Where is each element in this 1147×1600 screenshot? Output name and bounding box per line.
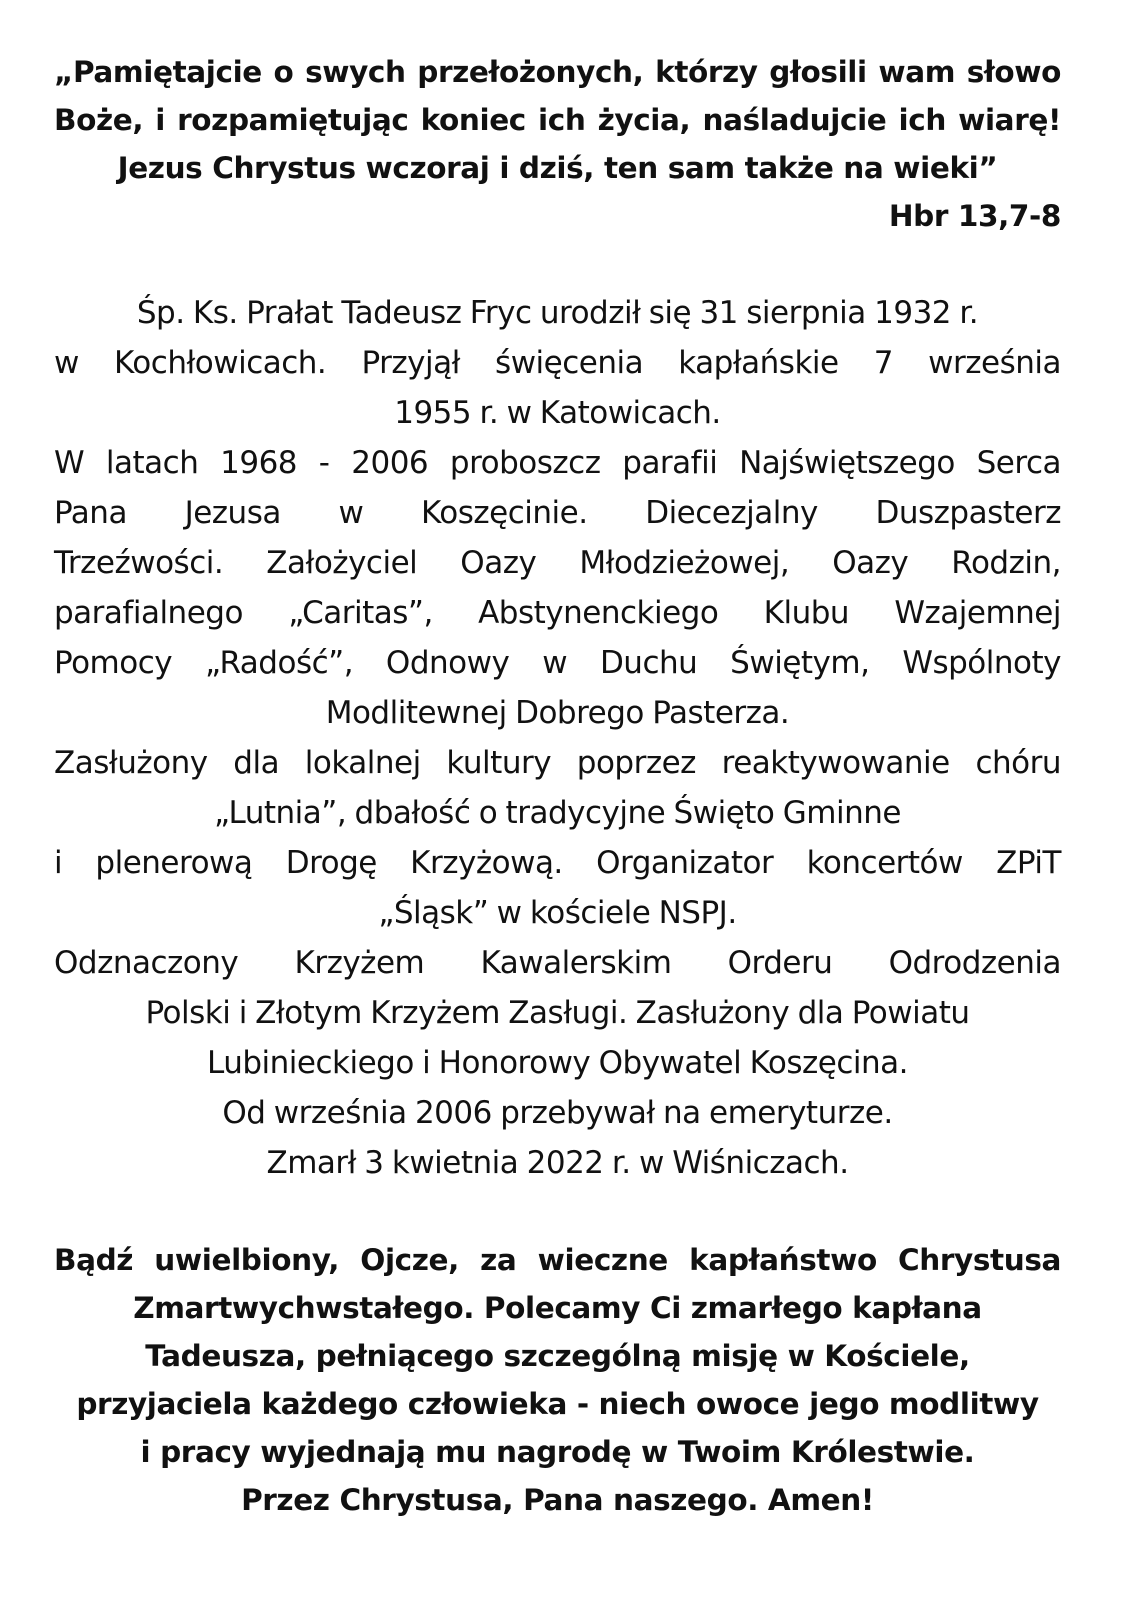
obituary-card	[54, 48, 1061, 1524]
prayer-line: Przez Chrystusa, Pana naszego. Amen!	[241, 1483, 874, 1517]
biography-line: i plenerową Drogę Krzyżową. Organizator koncertów ZPiT	[54, 845, 1061, 881]
biography-line: Zmarł 3 kwietnia 2022 r. w Wiśniczach.	[266, 1145, 849, 1181]
biography-line: w Kochłowicach. Przyjął święcenia kapłańskie 7 września	[54, 345, 1061, 381]
biography-line: Pomocy „Radość”, Odnowy w Duchu Świętym, Wspólnoty	[54, 645, 1061, 681]
prayer-line: i pracy wyjednają mu nagrodę w Twoim Królestwie.	[140, 1435, 975, 1469]
prayer-line: Zmartwychwstałego. Polecamy Ci zmarłego kapłana	[133, 1291, 982, 1325]
prayer-line: Tadeusza, pełniącego szczególną misję w Kościele,	[145, 1339, 970, 1373]
biography-line: Zasłużony dla lokalnej kultury poprzez reaktywowanie chóru	[54, 745, 1061, 781]
scripture-quote	[54, 48, 1061, 240]
biography-line: 1955 r. w Katowicach.	[394, 395, 721, 431]
biography-line: Odznaczony Krzyżem Kawalerskim Orderu Odrodzenia	[54, 945, 1061, 981]
biography	[54, 288, 1061, 1188]
biography-line: Modlitewnej Dobrego Pasterza.	[325, 695, 790, 731]
spacer	[54, 1188, 1061, 1236]
prayer-line: Bądź uwielbiony, Ojcze, za wieczne kapłaństwo Chrystusa	[54, 1243, 1061, 1277]
quote-line: Jezus Chrystus wczoraj i dziś, ten sam także na wieki”	[117, 151, 998, 185]
biography-line: Lubinieckiego i Honorowy Obywatel Koszęcina.	[207, 1045, 908, 1081]
prayer-line: przyjaciela każdego człowieka - niech owoce jego modlitwy	[76, 1387, 1039, 1421]
biography-line: parafialnego „Caritas”, Abstynenckiego Klubu Wzajemnej	[54, 595, 1061, 631]
biography-line: Śp. Ks. Prałat Tadeusz Fryc urodził się 31 sierpnia 1932 r.	[136, 295, 979, 331]
quote-reference: Hbr 13,7-8	[888, 199, 1061, 233]
biography-line: „Lutnia”, dbałość o tradycyjne Święto Gminne	[214, 795, 901, 831]
biography-line: Od września 2006 przebywał na emeryturze.	[222, 1095, 893, 1131]
biography-line: „Śląsk” w kościele NSPJ.	[378, 895, 737, 931]
biography-line: Pana Jezusa w Koszęcinie. Diecezjalny Duszpasterz	[54, 495, 1061, 531]
prayer	[54, 1236, 1061, 1524]
quote-line: Boże, i rozpamiętując koniec ich życia, naśladujcie ich wiarę!	[54, 103, 1061, 137]
quote-line: „Pamiętajcie o swych przełożonych, którzy głosili wam słowo	[54, 55, 1061, 89]
biography-line: Polski i Złotym Krzyżem Zasługi. Zasłużony dla Powiatu	[145, 995, 970, 1031]
spacer	[54, 240, 1061, 288]
biography-line: Trzeźwości. Założyciel Oazy Młodzieżowej, Oazy Rodzin,	[54, 545, 1061, 581]
biography-line: W latach 1968 - 2006 proboszcz parafii Najświętszego Serca	[54, 445, 1061, 481]
